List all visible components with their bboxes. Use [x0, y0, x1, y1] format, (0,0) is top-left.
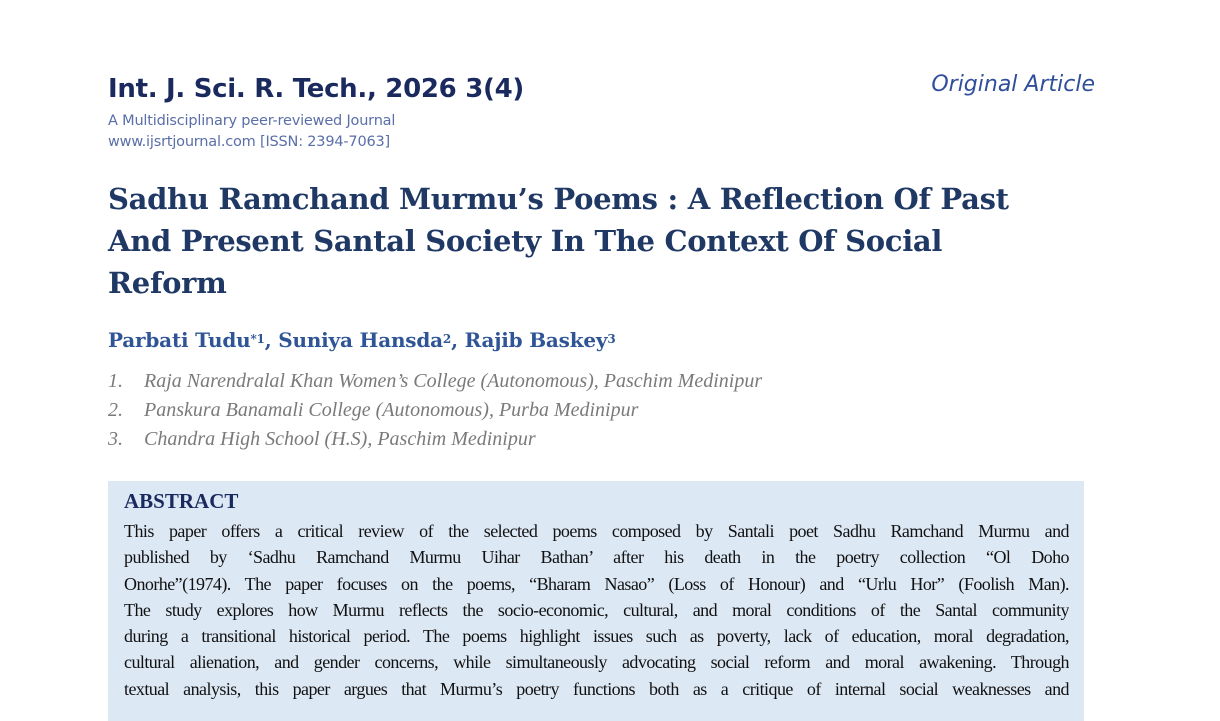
affiliation-text: Raja Narendralal Khan Women’s College (Autonomous), Paschim Medinipur: [144, 370, 763, 392]
journal-tagline: A Multidisciplinary peer-reviewed Journal: [108, 113, 396, 129]
abstract-line: textual analysis, this paper argues that Murmu’s poetry functions both as a critique of internal social weaknesses and: [124, 678, 1069, 699]
affiliation-number: 3.: [108, 428, 123, 450]
affiliation-text: Chandra High School (H.S), Paschim Medinipur: [144, 428, 536, 450]
affiliation: [108, 428, 762, 457]
affiliation: [108, 370, 762, 399]
article-type: Original Article: [931, 72, 1095, 97]
article-title: Sadhu Ramchand Murmu’s Poems : A Reflection Of Past And Present Santal Society In The Context Of Social Reform: [108, 182, 1009, 300]
abstract-line: The study explores how Murmu reflects the socio-economic, cultural, and moral conditions of the Santal community: [124, 599, 1069, 620]
abstract-heading: ABSTRACT: [124, 489, 239, 513]
affiliation-number: 2.: [108, 399, 123, 421]
author-list: Parbati Tudu$^{*1}$, Suniya Hansda$^2$, Rajib Baskey$^3$: [108, 328, 616, 352]
abstract-line: This paper offers a critical review of the selected poems composed by Santali poet Sadhu Ramchand Murmu and: [124, 521, 1069, 541]
abstract-box: [108, 481, 1084, 721]
author-name: Parbati Tudu: [108, 328, 251, 352]
affiliation-text: Panskura Banamali College (Autonomous), Purba Medinipur: [144, 399, 639, 421]
abstract-body: [124, 518, 1069, 702]
author-mark: 3: [607, 332, 616, 346]
affiliation: [108, 399, 762, 428]
author-name: Rajib Baskey: [464, 328, 608, 352]
abstract-line: published by ‘Sadhu Ramchand Murmu Uihar Bathan’ after his death in the poetry collection “Ol Doho: [124, 547, 1069, 568]
author-mark: 2: [442, 332, 452, 346]
affiliation-number: 1.: [108, 370, 123, 392]
journal-citation: Int. J. Sci. R. Tech., 2026 3(4): [108, 74, 524, 104]
journal-website[interactable]: www.ijsrtjournal.com [ISSN: 2394-7063]: [108, 134, 390, 150]
abstract-line: during a transitional historical period. The poems highlight issues such as poverty, lack of education, moral degradation,: [124, 626, 1069, 647]
abstract-line: Onorhe”(1974). The paper focuses on the poems, “Bharam Nasao” (Loss of Honour) and “Urlu Hor” (Foolish Man).: [124, 573, 1069, 594]
author-mark: *1: [250, 332, 265, 346]
author-name: Suniya Hansda: [278, 328, 443, 352]
abstract-line: cultural alienation, and gender concerns, while simultaneously advocating social reform and moral awakening. Through: [124, 652, 1069, 673]
affiliation-list: [108, 370, 762, 457]
